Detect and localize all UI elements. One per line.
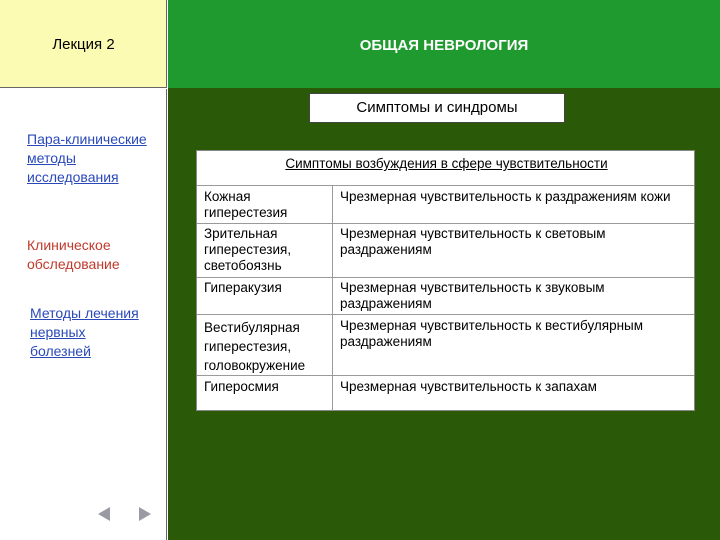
nav-link-clinical-exam[interactable]: Клиническое обследование — [27, 237, 120, 272]
table-cell-term: Гиперакузия — [204, 280, 282, 295]
row-divider — [197, 314, 694, 315]
symptoms-table — [196, 150, 695, 411]
table-cell-desc: Чрезмерная чувствительность к вестибулярным раздражениям — [340, 318, 644, 349]
nav-link-paraclinical-methods[interactable]: Пара-клинические методы исследования — [27, 131, 147, 185]
row-divider — [197, 375, 694, 376]
lecture-panel — [0, 0, 167, 88]
table-cell-desc: Чрезмерная чувствительность к запахам — [340, 379, 597, 394]
table-cell-desc: Чрезмерная чувствительность к раздражениям кожи — [340, 189, 671, 204]
row-divider — [197, 185, 694, 186]
lecture-label: Лекция 2 — [52, 36, 115, 53]
table-cell-term: Вестибулярная гиперестезия, головокружение — [204, 320, 306, 373]
table-cell-desc: Чрезмерная чувствительность к световым раздражениям — [340, 226, 606, 257]
next-arrow-icon[interactable] — [139, 507, 151, 521]
table-title: Симптомы возбуждения в сфере чувствительности — [285, 156, 608, 171]
row-divider — [197, 223, 694, 224]
prev-arrow-icon[interactable] — [98, 507, 110, 521]
table-cell-term: Зрительная гиперестезия, светобоязнь — [204, 226, 292, 273]
section-title: Симптомы и синдромы — [309, 93, 565, 123]
row-divider — [197, 277, 694, 278]
nav-link-treatment-methods[interactable]: Методы лечения нервных болезней — [30, 305, 139, 359]
table-cell-term: Кожная гиперестезия — [204, 189, 288, 220]
column-divider — [332, 185, 333, 411]
table-cell-term: Гиперосмия — [204, 379, 279, 394]
page-title: ОБЩАЯ НЕВРОЛОГИЯ — [359, 37, 529, 54]
table-cell-desc: Чрезмерная чувствительность к звуковым раздражениям — [340, 280, 605, 311]
header-bar — [168, 0, 720, 88]
